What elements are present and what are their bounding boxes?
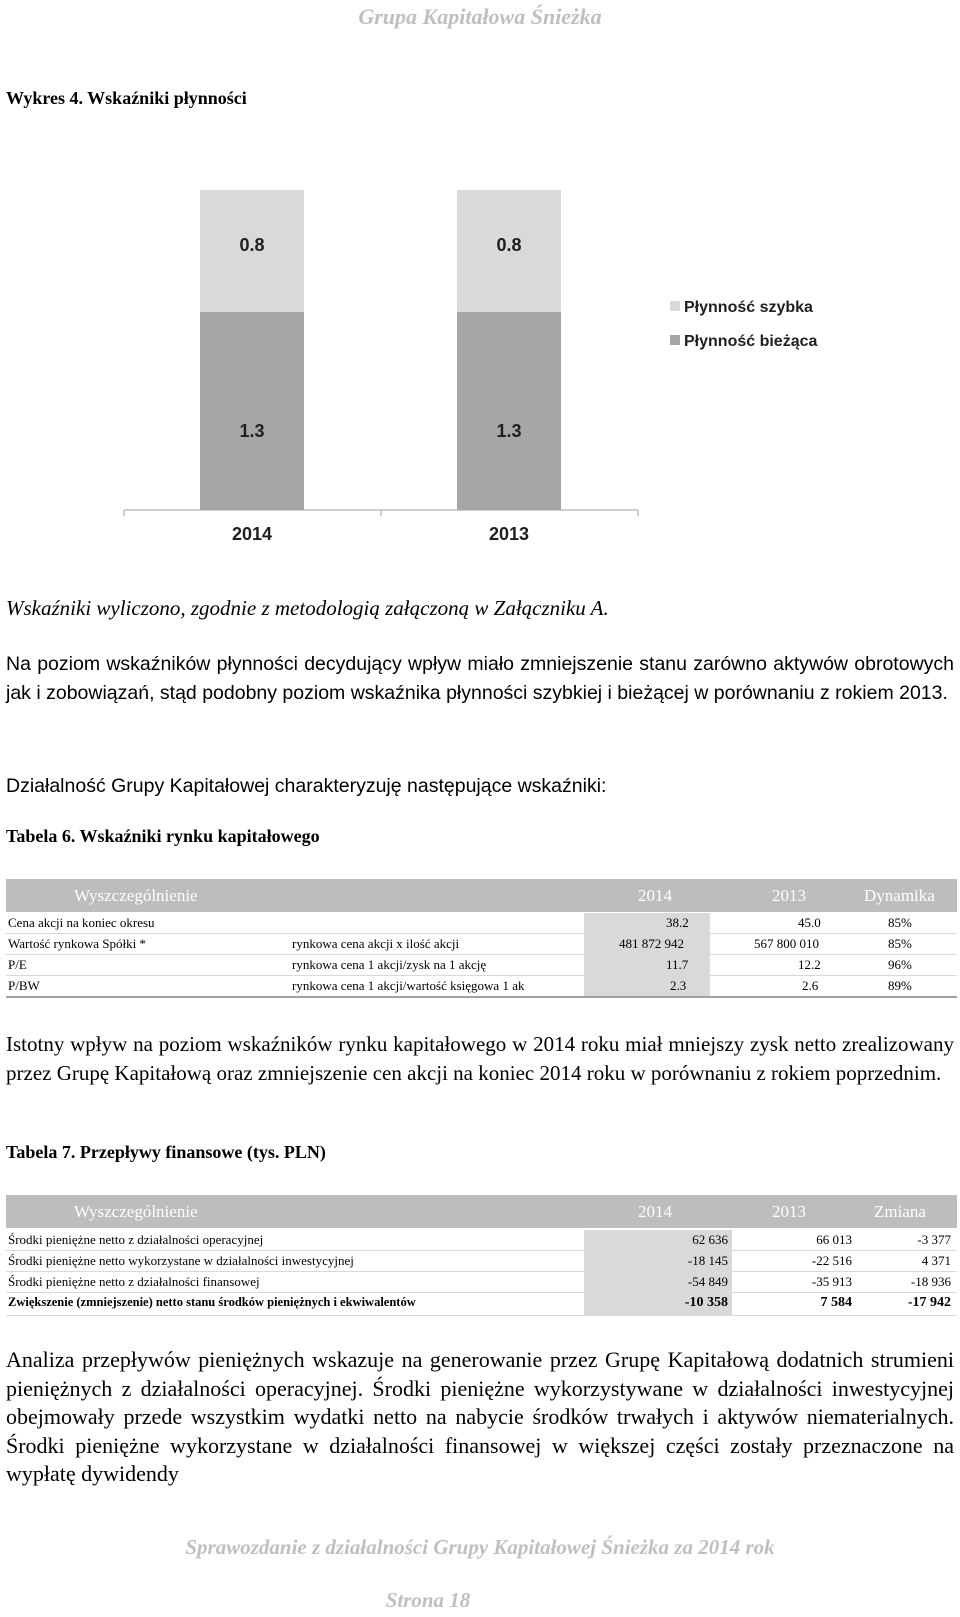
table6-row-2014: 2.3	[670, 978, 687, 993]
data-label: 0.8	[239, 234, 265, 255]
table6-row-desc: rynkowa cena 1 akcji/zysk na 1 akcję	[292, 957, 487, 972]
table7-row-name: Zwiększenie (zmniejszenie) netto stanu środków pieniężnych i ekwiwalentów	[8, 1295, 416, 1309]
table6-row-name: P/BW	[8, 978, 40, 993]
paragraph-capital-market: Istotny wpływ na poziom wskaźników rynku kapitałowego w 2014 roku miał mniejszy zysk netto zrealizowany przez Grupę Kapitałową oraz zmniejszenie cen akcji na koniec 2014 roku w porównaniu z rokiem poprzednim.	[6, 1032, 954, 1085]
table6-row-name: Cena akcji na koniec okresu	[8, 915, 155, 930]
table6-row-dynamics: 85%	[888, 915, 912, 930]
x-tick-label: 2014	[231, 524, 273, 544]
bar-current-liquidity	[200, 312, 304, 510]
table6-header-label: Wyszczególnienie	[74, 886, 198, 905]
table7-header	[6, 1195, 957, 1228]
table6-header-2014: 2014	[638, 886, 672, 905]
table7-row	[6, 1251, 957, 1272]
methodology-note: Wskaźniki wyliczono, zgodnie z metodologią załączoną w Załączniku A.	[6, 596, 609, 620]
table6-header	[6, 879, 957, 912]
page-header: Grupa Kapitałowa Śnieżka	[358, 4, 602, 29]
legend-quick-liquidity: Płynność szybka	[684, 299, 813, 316]
table6-row-2014: 11.7	[666, 957, 689, 972]
table7-row-change: 4 371	[921, 1253, 951, 1268]
table6-row-dynamics: 96%	[888, 957, 912, 972]
table6-row-2013: 12.2	[798, 957, 821, 972]
table7-caption: Tabela 7. Przepływy finansowe (tys. PLN)	[6, 1142, 326, 1162]
legend-current-liquidity: Płynność bieżąca	[684, 333, 818, 350]
table6-row-2014: 481 872 942	[619, 936, 684, 951]
liquidity-chart-svg	[0, 150, 960, 570]
table7-row-2013: -22 516	[811, 1253, 852, 1268]
table6-row-dynamics: 85%	[888, 936, 912, 951]
data-label: 1.3	[496, 420, 522, 441]
legend-swatch	[670, 301, 680, 311]
data-label: 0.8	[496, 234, 522, 255]
data-label: 1.3	[239, 420, 265, 441]
table7-row-name: Środki pieniężne netto wykorzystane w działalności inwestycyjnej	[8, 1253, 354, 1268]
table6-header-dynamics: Dynamika	[864, 886, 935, 905]
table6-row-2013: 45.0	[798, 915, 821, 930]
figure-caption: Wykres 4. Wskaźniki płynności	[6, 88, 247, 108]
table6-row-2013: 2.6	[802, 978, 819, 993]
paragraph-intro: Działalność Grupy Kapitałowej charakteryzuję następujące wskaźniki:	[6, 775, 607, 797]
table7-row-name: Środki pieniężne netto z działalności finansowej	[8, 1274, 260, 1289]
footer-page-number: Strona 18	[385, 1588, 471, 1612]
table7-header-change: Zmiana	[874, 1202, 926, 1221]
table6-row-2014: 38.2	[666, 915, 689, 930]
table7-row-2013: 66 013	[816, 1232, 852, 1247]
paragraph-cash-flows: Analiza przepływów pieniężnych wskazuje na generowanie przez Grupę Kapitałową dodatnich strumieni pieniężnych z działalności operacyjnej. Środki pieniężne wykorzystywane w działalności inwestycyjnej obejmowały przede wszystkim wydatki netto na nabycie środków trwałych i aktywów niematerialnych. Środki pieniężne wykorzystane w działalności finansowej w większej części zostały przeznaczone na wypłatę dywidendy	[6, 1347, 954, 1486]
table6-row-2013: 567 800 010	[754, 936, 819, 951]
table7-row-2014: 62 636	[692, 1232, 728, 1247]
table7-row-2014: -54 849	[687, 1274, 728, 1289]
table7-header-2014: 2014	[638, 1202, 672, 1221]
table6-row-name: Wartość rynkowa Spółki *	[8, 936, 146, 951]
table6-row	[6, 955, 957, 976]
table7-row-total	[6, 1293, 957, 1316]
table6-row	[6, 976, 957, 998]
table7-row-2014: -10 358	[684, 1295, 728, 1310]
bar-current-liquidity	[457, 312, 561, 510]
table6-row	[6, 913, 957, 934]
table7-row-change: -17 942	[907, 1295, 951, 1310]
table7-row-2013: -35 913	[811, 1274, 852, 1289]
table7-header-label: Wyszczególnienie	[74, 1202, 198, 1221]
table7-row-2014: -18 145	[687, 1253, 728, 1268]
liquidity-chart	[0, 150, 960, 570]
table7-row-change: -18 936	[910, 1274, 951, 1289]
x-tick-label: 2013	[488, 524, 530, 544]
legend-swatch	[670, 335, 680, 345]
table6-row-dynamics: 89%	[888, 978, 912, 993]
table6-header-2013: 2013	[772, 886, 806, 905]
paragraph-liquidity: Na poziom wskaźników płynności decydujący wpływ miało zmniejszenie stanu zarówno aktywów obrotowych jak i zobowiązań, stąd podobny poziom wskaźnika płynności szybkiej i bieżącej w porównaniu z rokiem 2013.	[6, 653, 954, 704]
table6-row-desc: rynkowa cena akcji x ilość akcji	[292, 936, 460, 951]
table7-row-name: Środki pieniężne netto z działalności operacyjnej	[8, 1232, 264, 1247]
table7-row-2013: 7 584	[820, 1295, 852, 1310]
table7-row-change: -3 377	[917, 1232, 951, 1247]
table7-row	[6, 1272, 957, 1293]
table6-row-name: P/E	[8, 957, 27, 972]
table7-header-2013: 2013	[772, 1202, 806, 1221]
table6-caption: Tabela 6. Wskaźniki rynku kapitałowego	[6, 826, 320, 846]
table6-row-desc: rynkowa cena 1 akcji/wartość księgowa 1 ak	[292, 978, 525, 993]
table7-row	[6, 1230, 957, 1251]
table6-row	[6, 934, 957, 955]
footer-report-title: Sprawozdanie z działalności Grupy Kapitałowej Śnieżka za 2014 rok	[185, 1535, 775, 1559]
